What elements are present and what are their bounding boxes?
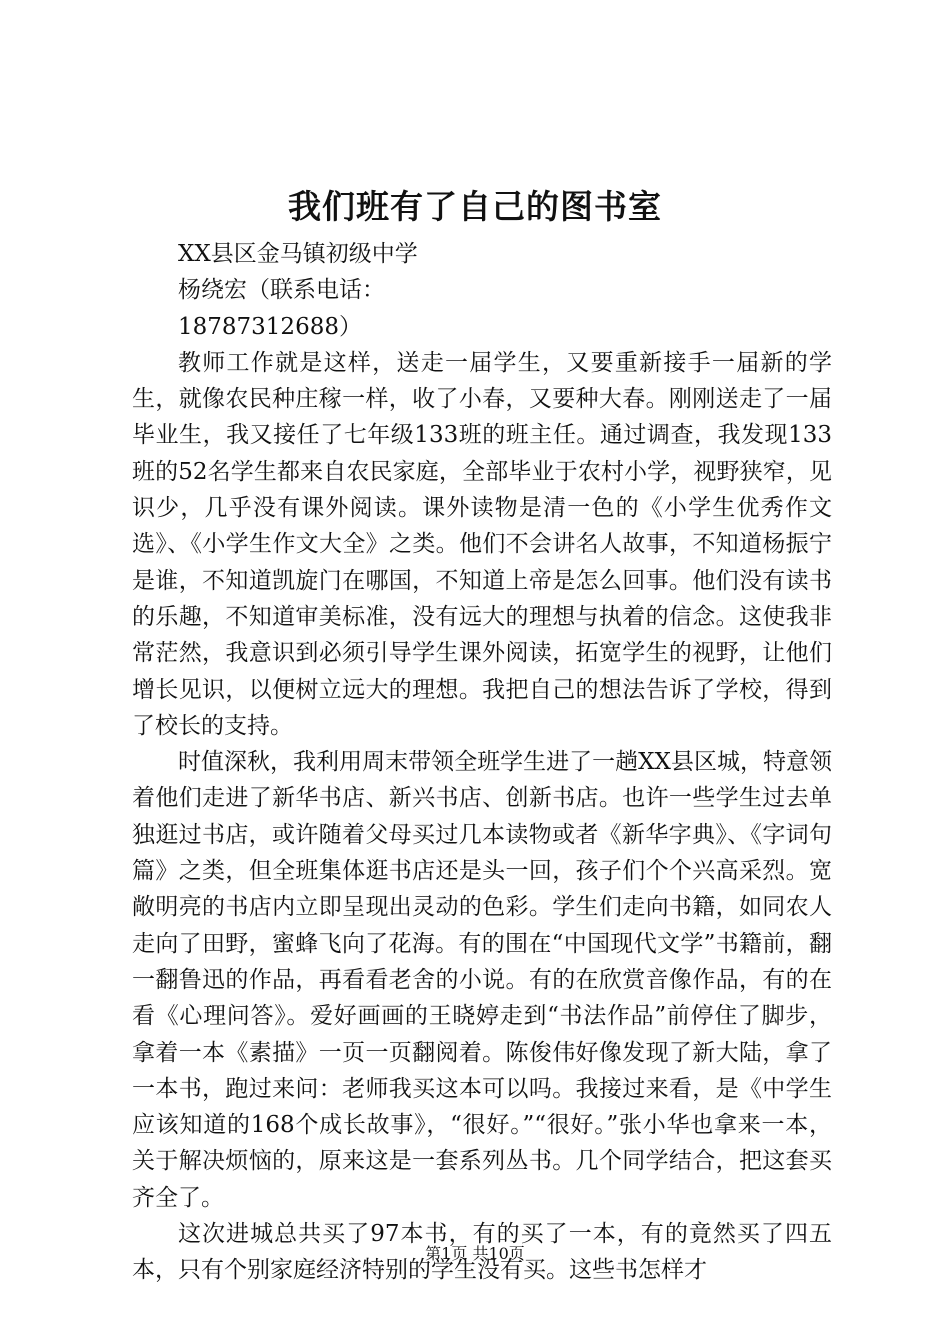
- document-title: 我们班有了自己的图书室: [288, 187, 662, 226]
- page-footer: 第1页 共10页: [425, 1244, 525, 1263]
- paragraph-1: 教师工作就是这样，送走一届学生，又要重新接手一届新的学生，就像农民种庄稼一样，收了小春，又要种大春。刚刚送走了一届毕业生，我又接任了七年级133班的班主任。通过调查，我发现133班的52名学生都来自农民家庭，全部毕业于农村小学，视野狭窄，见识少，几乎没有课外阅读。课外读物是清一色的《小学生优秀作文选》、《小学生作文大全》之类。他们不会讲名人故事，不知道杨振宁是谁，不知道凯旋门在哪国，不知道上帝是怎么回事。他们没有读书的乐趣，不知道审美标准，没有远大的理想与执着的信念。这使我非常茫然，我意识到必须引导学生课外阅读，拓宽学生的视野，让他们增长见识，以便树立远大的理想。我把自己的想法告诉了学校，得到了校长的支持。: [132, 349, 832, 739]
- author-phone: 18787312688）: [178, 313, 362, 340]
- author-contact-label: 杨绕宏（联系电话：: [178, 277, 385, 304]
- school-name: XX县区金马镇初级中学: [178, 241, 418, 267]
- paragraph-3: 这次进城总共买了97本书，有的买了一本，有的竟然买了四五本，只有个别家庭经济特别的学生没有买。这些书怎样才: [132, 1221, 832, 1284]
- paragraph-2: 时值深秋，我利用周末带领全班学生进了一趟XX县区城，特意领着他们走进了新华书店、新兴书店、创新书店。也许一些学生过去单独逛过书店，或许随着父母买过几本读物或者《新华字典》、《字词句篇》之类，但全班集体逛书店还是头一回，孩子们个个兴高采烈。宽敞明亮的书店内立即呈现出灵动的色彩。学生们走向书籍，如同农人走向了田野，蜜蜂飞向了花海。有的围在“中国现代文学”书籍前，翻一翻鲁迅的作品，再看看老舍的小说。有的在欣赏音像作品，有的在看《心理问答》。爱好画画的王晓婷走到“书法作品”前停住了脚步，拿着一本《素描》一页一页翻阅着。陈俊伟好像发现了新大陆，拿了一本书，跑过来问：老师我买这本可以吗。我接过来看，是《中学生应该知道的168个成长故事》，“很好。”“很好。”张小华也拿来一本，关于解决烦恼的，原来这是一套系列丛书。几个同学结合，把这套买齐全了。: [132, 749, 832, 1211]
- document-body: [132, 236, 832, 1289]
